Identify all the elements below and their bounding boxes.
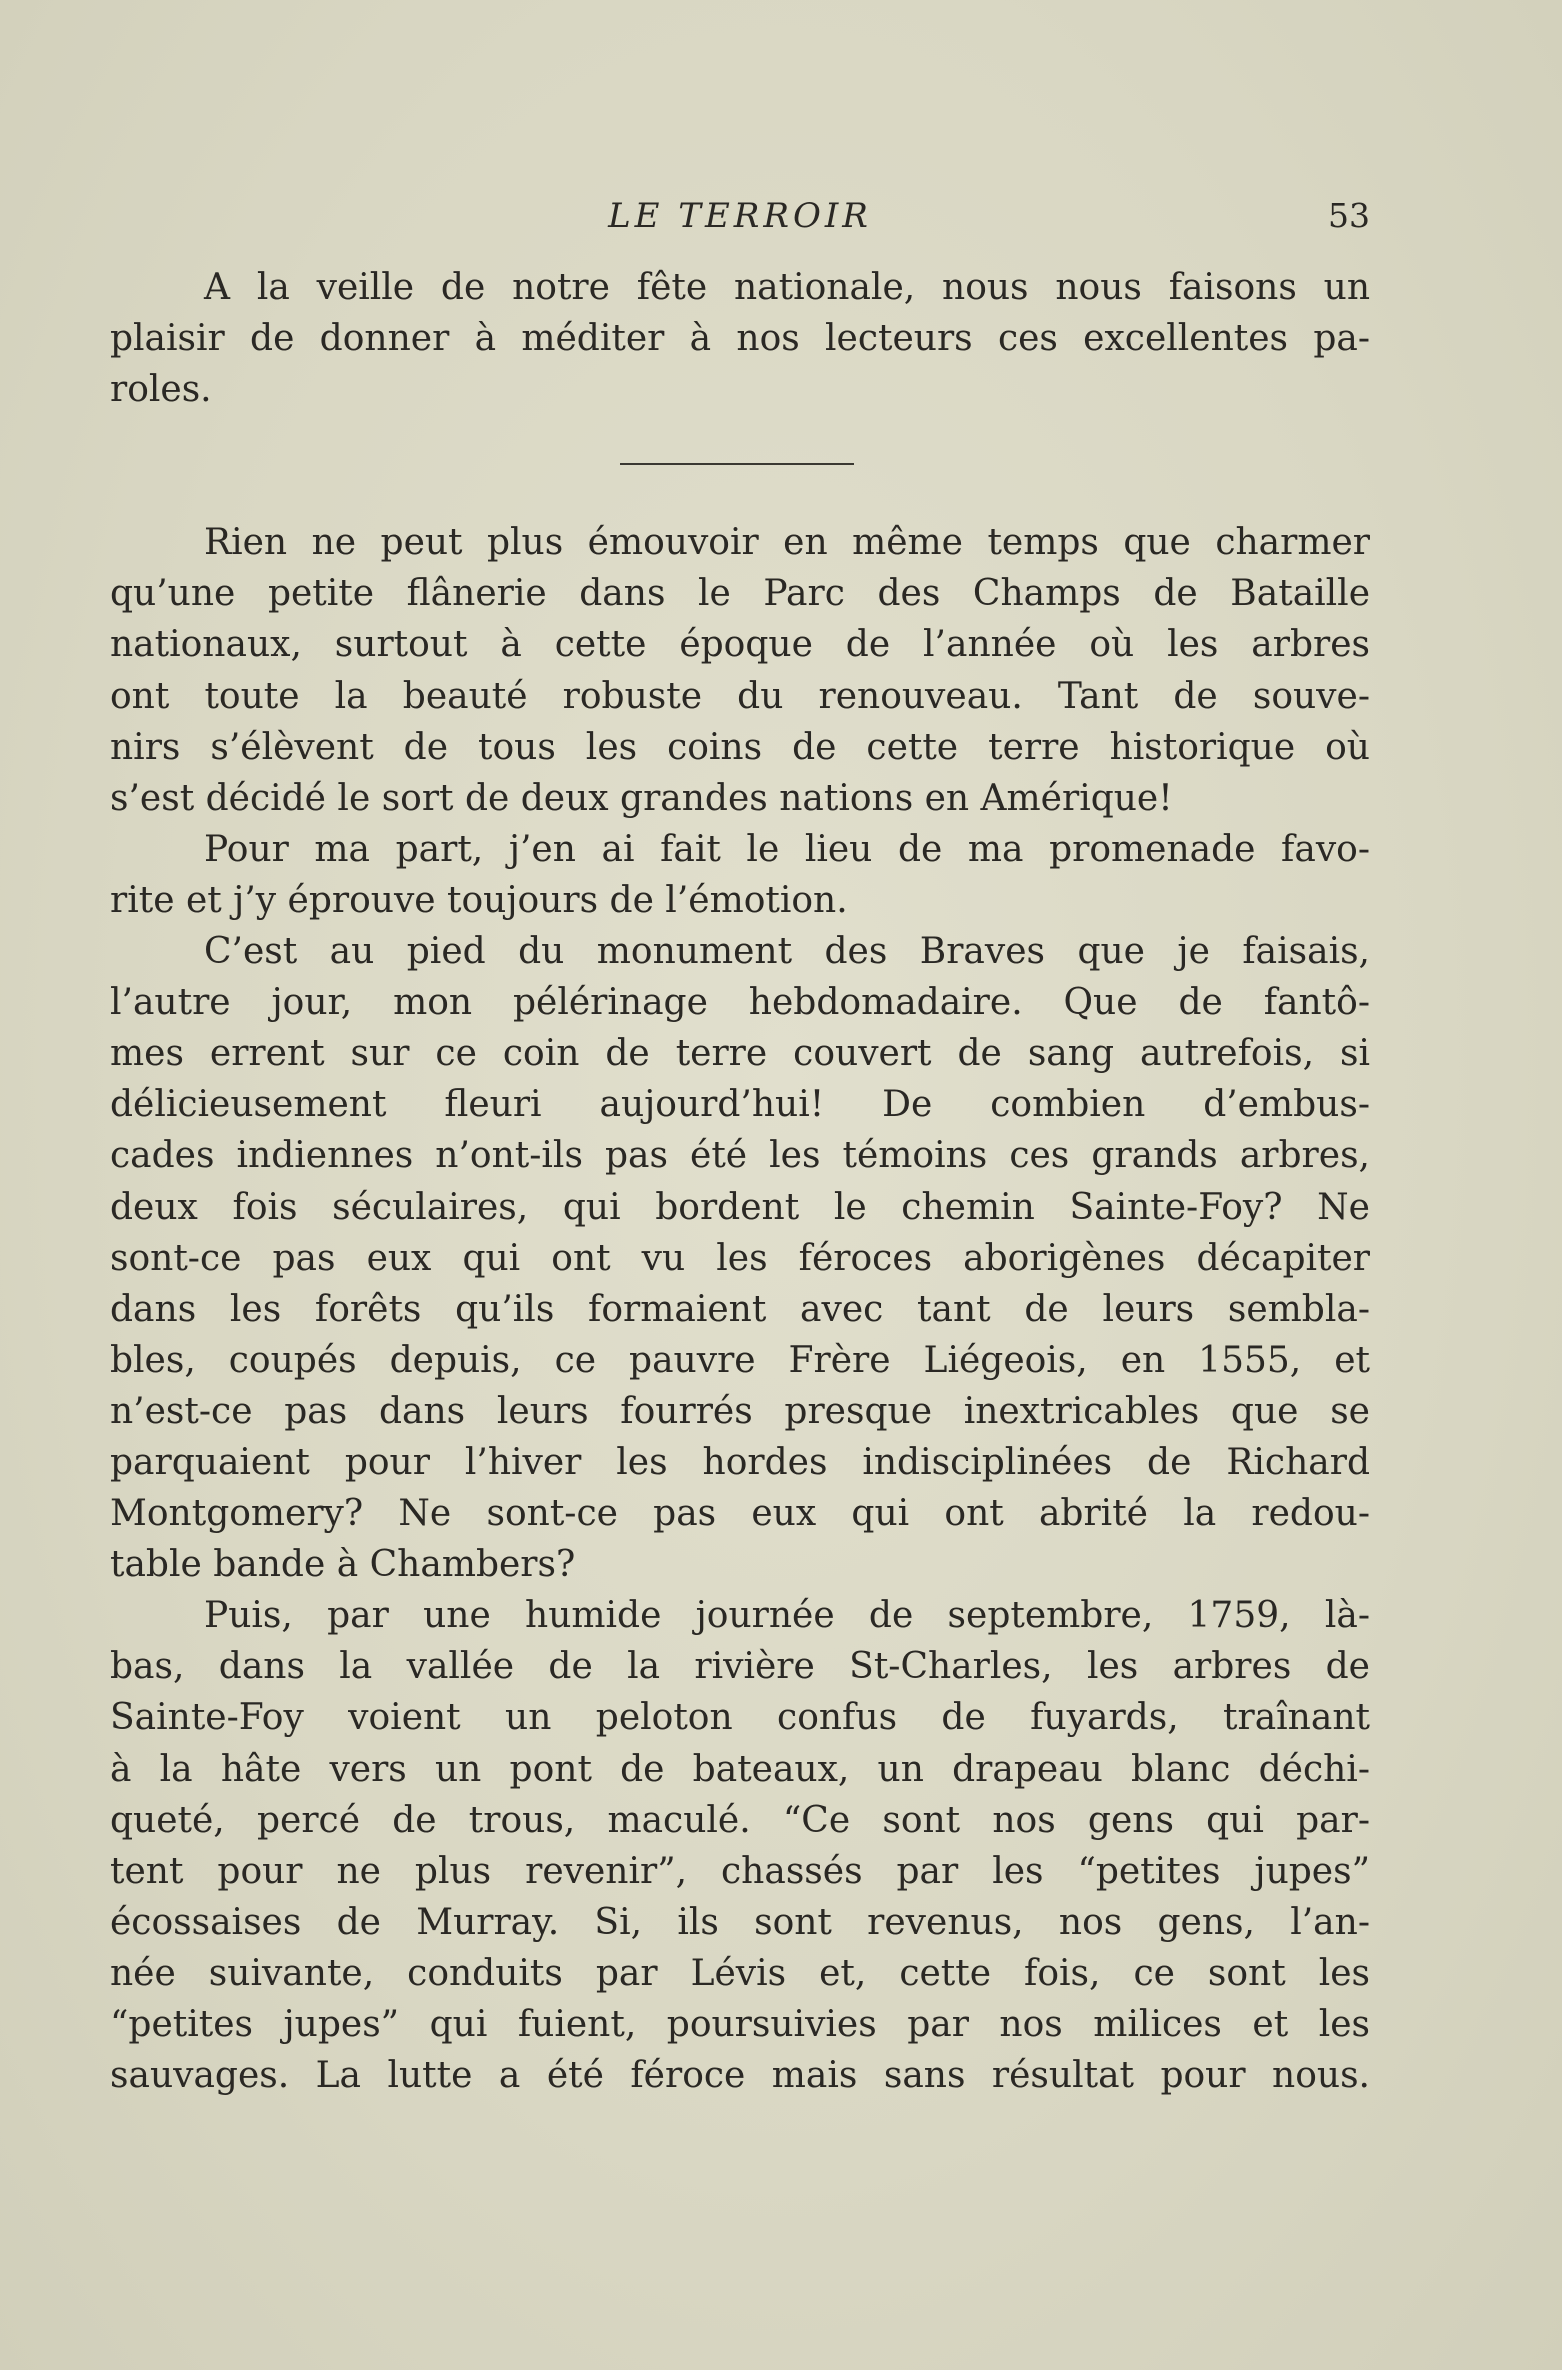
text-line: n’est-ce pas dans leurs fourrés presque inextricables que se [110,1390,1370,1432]
text-line: parquaient pour l’hiver les hordes indisciplinées de Richard [110,1441,1370,1483]
text-line: A la veille de notre fête nationale, nous nous faisons un [204,267,1370,308]
text-line: nirs s’élèvent de tous les coins de cette terre historique où [110,726,1370,768]
text-line: mes errent sur ce coin de terre couvert de sang autrefois, si [110,1033,1370,1075]
text-line: qu’une petite flânerie dans le Parc des Champs de Bataille [110,573,1370,615]
text-line: l’autre jour, mon pélérinage hebdomadaire. Que de fantô- [110,982,1370,1024]
running-head [110,196,1370,242]
running-title: LE TERROIR [608,196,872,236]
text-line: bles, coupés depuis, ce pauvre Frère Liégeois, en 1555, et [110,1339,1370,1381]
text-line: sont-ce pas eux qui ont vu les féroces aborigènes décapiter [110,1237,1370,1279]
text-line: roles. [110,369,212,411]
text-line: dans les forêts qu’ils formaient avec tant de leurs sembla- [110,1288,1370,1330]
text-line: plaisir de donner à méditer à nos lecteurs ces excellentes pa- [110,318,1370,360]
section-divider [110,415,1370,517]
text-line: Pour ma part, j’en ai fait le lieu de ma promenade favo- [204,828,1370,870]
text-line: Montgomery? Ne sont-ce pas eux qui ont abrité la redou- [110,1493,1370,1535]
text-line: “petites jupes” qui fuient, poursuivies par nos milices et les [110,2004,1370,2045]
text-line: rite et j’y éprouve toujours de l’émotion. [110,879,848,921]
text-line: deux fois séculaires, qui bordent le chemin Sainte-Foy? Ne [110,1186,1370,1228]
text-line: sauvages. La lutte a été féroce mais sans résultat pour nous. [110,2055,1370,2097]
text-line: née suivante, conduits par Lévis et, cette fois, ce sont les [110,1952,1370,1994]
text-line: écossaises de Murray. Si, ils sont revenus, nos gens, l’an- [110,1901,1370,1943]
text-line: bas, dans la vallée de la rivière St-Charles, les arbres de [110,1646,1370,1688]
text-line: cades indiennes n’ont-ils pas été les témoins ces grands arbres, [110,1135,1370,1177]
text-line: Rien ne peut plus émouvoir en même temps que charmer [204,522,1370,564]
text-line: Sainte-Foy voient un peloton confus de fuyards, traînant [110,1697,1370,1739]
divider-rule [620,463,854,465]
text-line: s’est décidé le sort de deux grandes nations en Amérique! [110,777,1173,819]
text-line: queté, percé de trous, maculé. “Ce sont nos gens qui par- [110,1799,1370,1841]
text-line: Puis, par une humide journée de septembre, 1759, là- [204,1595,1370,1637]
text-line: table bande à Chambers? [110,1544,576,1586]
page-number: 53 [1328,196,1370,235]
text-line: nationaux, surtout à cette époque de l’année où les arbres [110,624,1370,666]
text-line: C’est au pied du monument des Braves que je faisais, [204,931,1370,973]
text-line: à la hâte vers un pont de bateaux, un drapeau blanc déchi- [110,1748,1370,1790]
text-line: délicieusement fleuri aujourd’hui! De combien d’embus- [110,1084,1370,1126]
text-line: ont toute la beauté robuste du renouveau. Tant de souve- [110,675,1370,717]
text-line: tent pour ne plus revenir”, chassés par les “petites jupes” [110,1850,1370,1892]
body-text [110,262,1370,2101]
